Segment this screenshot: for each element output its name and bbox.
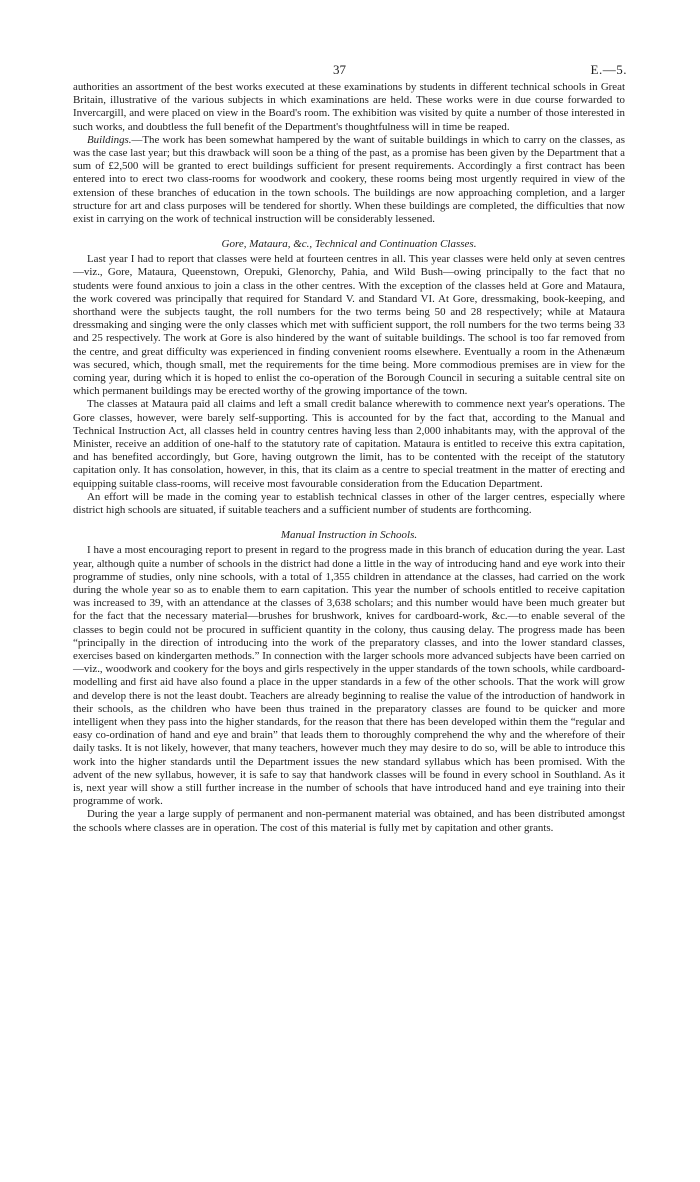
document-body (73, 81, 625, 835)
buildings-runin-heading: Buildings. (87, 133, 132, 146)
paragraph-centres: Last year I had to report that classes were held at fourteen centres in all. This year classes were held only at seven centres—viz., Gore, Mataura, Queenstown, Orepuki, Glenorchy, Pahia, and Wild Bush—owing principally to the fact that no students were found anxious to join a class in the other centres. With the exception of the classes held at Gore and Mataura, the work covered was principally that required for Standard V. and Standard VI. At Gore, dressmaking, book-keeping, and shorthand were the subjects taught, the roll numbers for the two terms being 50 and 28 respectively; while at Mataura dressmaking and singing were the only classes which met with sufficient support, the roll numbers for the two terms being 33 and 25 respectively. The work at Gore is also hindered by the want of suitable buildings. The school is too far removed from the centre, and great difficulty was experienced in finding convenient rooms elsewhere. Eventually a room in the Athenæum was secured, which, though small, met the requirements for the time being. More commodious premises are in view for the coming year, during which it is hoped to enlist the co-operation of the Borough Council in securing a suitable central site on which permanent buildings may be erected worthy of the growing importance of the town. (73, 253, 625, 398)
paragraph-mataura-classes: The classes at Mataura paid all claims and left a small credit balance wherewith to commence next year's operations. The Gore classes, however, were barely self-supporting. This is accounted for by the fact that, according to the Manual and Technical Instruction Act, all classes held in country centres having less than 2,000 inhabitants may, with the approval of the Minister, receive an addition of one-half to the statutory rate of capitation. Mataura is entitled to receive this extra capitation, and has benefited accordingly, but Gore, having outgrown the limit, has to be contented with the receipt of the statutory capitation only. It has consolation, however, in this, that its claim as a centre to special treatment in the matter of erecting and equipping suitable class-rooms, will receive most favourable consideration from the Education Department. (73, 398, 625, 490)
page-reference: E.—5. (590, 62, 627, 77)
paragraph-exhibition: authorities an assortment of the best works executed at these examinations by students in different technical schools in Great Britain, illustrative of the various subjects in which examinations are held. These works were in due course forwarded to Invercargill, and were placed on view in the Board's room. The exhibition was visited by quite a number of those interested in such works, and doubtless the full benefit of the Department's thoughtfulness will in time be reaped. (73, 81, 625, 133)
section-heading-manual-instruction: Manual Instruction in Schools. (280, 529, 418, 542)
page-number: 37 (333, 62, 346, 77)
paragraph-material-supply: During the year a large supply of permanent and non-permanent material was obtained, and has been distributed amongst the schools where classes are in operation. The cost of this material is fully met by capitation and other grants. (73, 808, 625, 834)
section-heading-gore-mataura: Gore, Mataura, &c., Technical and Continuation Classes. (221, 238, 477, 251)
paragraph-buildings (73, 134, 625, 226)
page-header (0, 62, 700, 80)
buildings-text: —The work has been somewhat hampered by the want of suitable buildings in which to carry on the classes, as was the case last year; but this drawback will soon be a thing of the past, as a promise has been given by the Department that a sum of £2,500 will be granted to erect buildings sufficient for present requirements. Accordingly a first contract has been entered into to erect two class-rooms for woodwork and cookery, these rooms being most urgently required in view of the extension of these branches of education in the town schools. The buildings are now approaching completion, and a larger structure for art and class purposes will be tendered for shortly. When these buildings are completed, the difficulties that now exist in carrying on the work of technical instruction will be considerably lessened. (73, 133, 625, 226)
paragraph-manual-progress: I have a most encouraging report to present in regard to the progress made in this branch of education during the year. Last year, although quite a number of schools in the district had done a little in the way of introducing hand and eye work into their programme of studies, only nine schools, with a total of 1,355 children in attendance at the classes, had carried on the work during the whole year so as to enable them to earn capitation. This year the number of schools entitled to receive capitation was increased to 39, with an attendance at the classes of 3,638 scholars; and this number would have been much greater but for the fact that the necessary material—brushes for brushwork, knives for cardboard-work, &c.—to enable several of the classes to begin could not be procured in sufficient quantity in the colony, thus causing delay. The progress made has been “principally in the direction of introducing into the work of the preparatory classes, and into the lower standard classes, exercises based on kindergarten methods.” In connection with the larger schools more advanced subjects have been carried on—viz., woodwork and cookery for the boys and girls respectively in the upper standards of the town schools, while cardboard-modelling and first aid have also found a place in the upper standards in a few of the other schools. That the work will grow and develop there is not the least doubt. Teachers are already beginning to realise the value of the introduction of handwork in their schools, as the children who have been thus trained in the preparatory classes are found to be quicker and more intelligent when they pass into the higher standards, for the reason that there has been developed within them the “regular and easy co-ordination of hand and eye and brain” that leads them to thoroughly comprehend the why and the wherefore of their daily tasks. It is not likely, however, that many teachers, however much they may desire to do so, will be able to introduce this work into the higher standards until the Department issues the new standard syllabus which has been promised. With the advent of the new syllabus, however, it is safe to say that handwork classes will be found in every school in Southland. As it is, next year will show a still further increase in the number of schools that have introduced hand and eye training into their programme of work. (73, 544, 625, 808)
paragraph-future-effort: An effort will be made in the coming year to establish technical classes in other of the larger centres, especially where district high schools are situated, if suitable teachers and a sufficient number of students are forthcoming. (73, 490, 625, 517)
